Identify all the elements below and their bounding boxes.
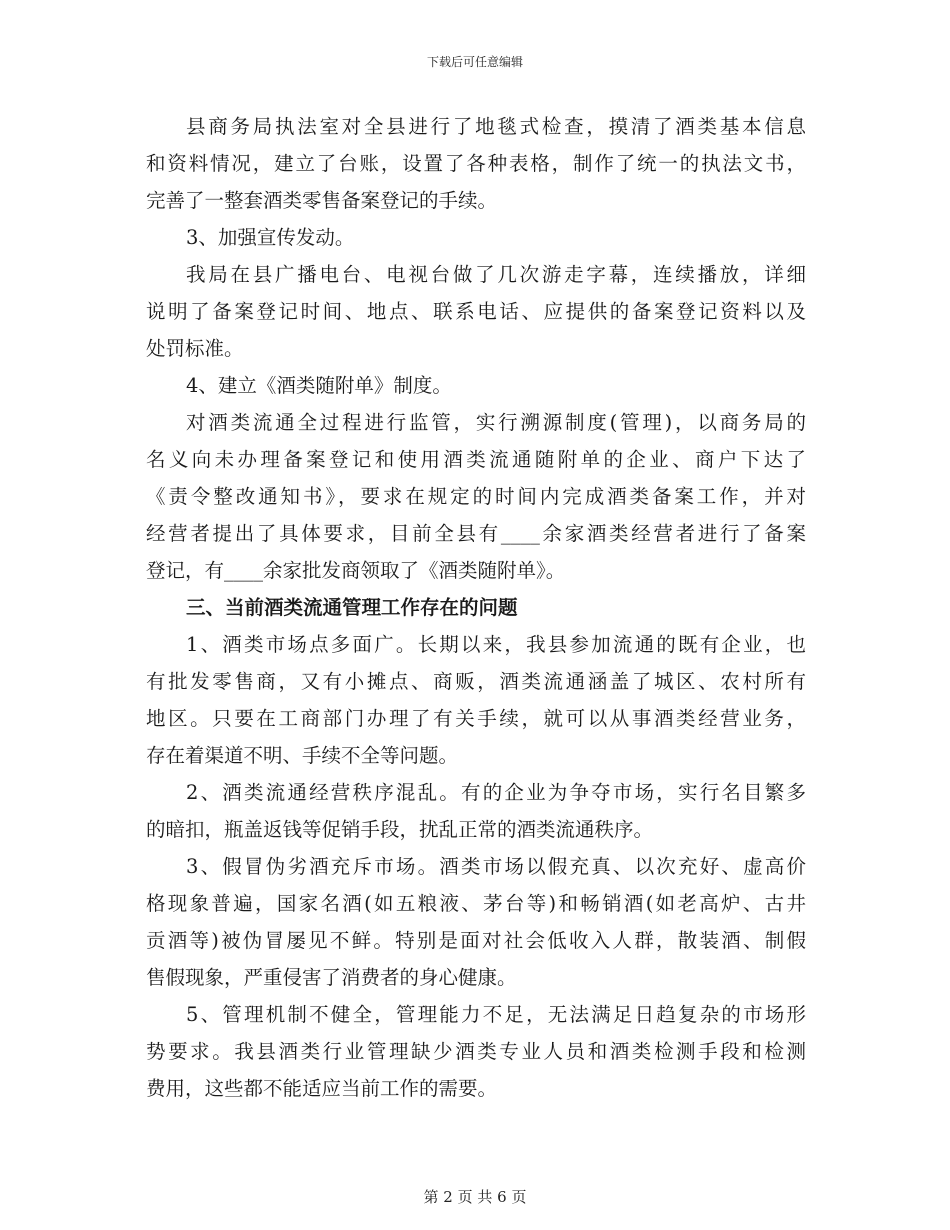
paragraph-line: 经营者提出了具体要求，目前全县有____余家酒类经营者进行了备案	[146, 522, 806, 545]
paragraph-line: 存在着渠道不明、手续不全等问题。	[146, 744, 459, 767]
paragraph-line: 我局在县广播电台、电视台做了几次游走字幕，连续播放，详细	[186, 263, 806, 286]
paragraph-line: 格现象普遍，国家名酒(如五粮液、茅台等)和畅销酒(如老高炉、古井	[146, 892, 806, 915]
paragraph-line: 售假现象，严重侵害了消费者的身心健康。	[146, 966, 517, 989]
paragraph-line: 2、酒类流通经营秩序混乱。有的企业为争夺市场，实行名目繁多	[186, 781, 806, 804]
paragraph-line: 对酒类流通全过程进行监管，实行溯源制度(管理)，以商务局的	[186, 411, 806, 434]
page-header: 下载后可任意编辑	[426, 55, 523, 69]
paragraph-line: 《责令整改通知书》，要求在规定的时间内完成酒类备案工作，并对	[146, 485, 806, 508]
page-footer: 第 2 页 共 6 页	[423, 1188, 527, 1206]
paragraph-line: 的暗扣，瓶盖返钱等促销手段，扰乱正常的酒类流通秩序。	[146, 818, 654, 841]
paragraph-line: 完善了一整套酒类零售备案登记的手续。	[146, 189, 498, 212]
paragraph-line: 地区。只要在工商部门办理了有关手续，就可以从事酒类经营业务，	[146, 707, 806, 730]
paragraph-line: 有批发零售商，又有小摊点、商贩，酒类流通涵盖了城区、农村所有	[146, 670, 806, 693]
section-heading: 3、加强宣传发动。	[186, 226, 355, 249]
paragraph-line: 县商务局执法室对全县进行了地毯式检查，摸清了酒类基本信息	[186, 115, 806, 138]
paragraph-line: 和资料情况，建立了台账，设置了各种表格，制作了统一的执法文书，	[146, 152, 806, 175]
chapter-heading: 三、当前酒类流通管理工作存在的问题	[186, 596, 518, 619]
section-heading: 4、建立《酒类随附单》制度。	[186, 374, 452, 397]
paragraph-line: 说明了备案登记时间、地点、联系电话、应提供的备案登记资料以及	[146, 300, 806, 323]
paragraph-line: 登记，有____余家批发商领取了《酒类随附单》。	[146, 559, 566, 582]
paragraph-line: 势要求。我县酒类行业管理缺少酒类专业人员和酒类检测手段和检测	[146, 1040, 806, 1063]
paragraph-line: 贡酒等)被伪冒屡见不鲜。特别是面对社会低收入人群，散装酒、制假	[146, 929, 806, 952]
paragraph-line: 名义向未办理备案登记和使用酒类流通随附单的企业、商户下达了	[146, 448, 806, 471]
paragraph-line: 1、酒类市场点多面广。长期以来，我县参加流通的既有企业，也	[186, 633, 806, 656]
paragraph-line: 处罚标准。	[146, 337, 244, 360]
paragraph-line: 5、管理机制不健全，管理能力不足，无法满足日趋复杂的市场形	[186, 1003, 806, 1026]
paragraph-line: 3、假冒伪劣酒充斥市场。酒类市场以假充真、以次充好、虚高价	[186, 855, 806, 878]
paragraph-line: 费用，这些都不能适应当前工作的需要。	[146, 1077, 498, 1100]
